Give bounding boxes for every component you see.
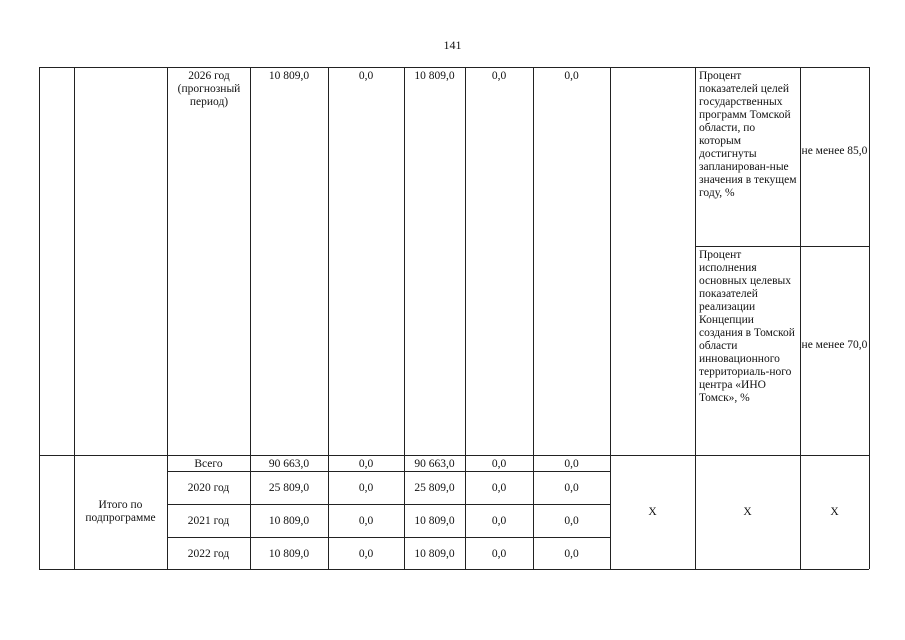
row-label: 2022 год: [187, 548, 230, 560]
page-number: 141: [443, 38, 462, 52]
col-border: [610, 67, 611, 569]
row-divider: [167, 537, 610, 538]
cell-other: 0,0: [564, 70, 579, 82]
col-border: [74, 67, 75, 569]
cell-total: 90 663,0: [268, 458, 310, 470]
cell-total: 25 809,0: [268, 482, 310, 494]
table-top-border: [39, 67, 869, 68]
summary-label: Итого по подпрограмме: [85, 499, 156, 524]
cell-other: 0,0: [564, 548, 579, 560]
row-label: 2020 год: [187, 482, 230, 494]
row-divider: [167, 471, 610, 472]
col-border: [800, 67, 801, 569]
cell-other: 0,0: [564, 515, 579, 527]
cell-regional: 10 809,0: [414, 548, 455, 560]
cell-local: 0,0: [491, 515, 507, 527]
cell-local: 0,0: [491, 70, 507, 82]
cell-other: 0,0: [564, 458, 579, 470]
cell-fed: 0,0: [358, 548, 374, 560]
cell-regional: 25 809,0: [414, 482, 455, 494]
table-bottom-border: [39, 569, 869, 570]
col-border: [39, 67, 40, 569]
cell-regional: 90 663,0: [414, 458, 455, 470]
cell-fed: 0,0: [358, 70, 374, 82]
x-mark: Х: [648, 506, 657, 518]
x-mark: Х: [743, 506, 752, 518]
cell-local: 0,0: [491, 458, 507, 470]
col-border: [869, 67, 870, 569]
indicator-divider: [695, 246, 869, 247]
cell-fed: 0,0: [358, 515, 374, 527]
cell-total: 10 809,0: [268, 548, 310, 560]
cell-local: 0,0: [491, 482, 507, 494]
cell-regional: 10 809,0: [414, 70, 455, 82]
cell-local: 0,0: [491, 548, 507, 560]
row-label: 2021 год: [187, 515, 230, 527]
cell-total: 10 809,0: [268, 70, 310, 82]
cell-total: 10 809,0: [268, 515, 310, 527]
x-mark: Х: [830, 506, 839, 518]
cell-fed: 0,0: [358, 458, 374, 470]
cell-regional: 10 809,0: [414, 515, 455, 527]
row-divider: [167, 504, 610, 505]
indicator-1-value: не менее 85,0: [801, 145, 868, 157]
row-label: Всего: [194, 458, 223, 470]
col-border: [695, 67, 696, 569]
indicator-2-text: Процент исполнения основных целевых показателей реализации Концепции создания в Томской области инновационного территориаль-ного центра «ИНО Томск», %: [699, 249, 795, 404]
year-label-2026: 2026 год (прогнозный период): [177, 70, 241, 108]
section-divider: [39, 455, 869, 456]
indicator-1-text: Процент показателей целей государственных программ Томской области, по которым достигнуты запланирован-ные значения в текущем году, %: [699, 70, 797, 199]
indicator-2-value: не менее 70,0: [801, 339, 868, 351]
cell-fed: 0,0: [358, 482, 374, 494]
cell-other: 0,0: [564, 482, 579, 494]
